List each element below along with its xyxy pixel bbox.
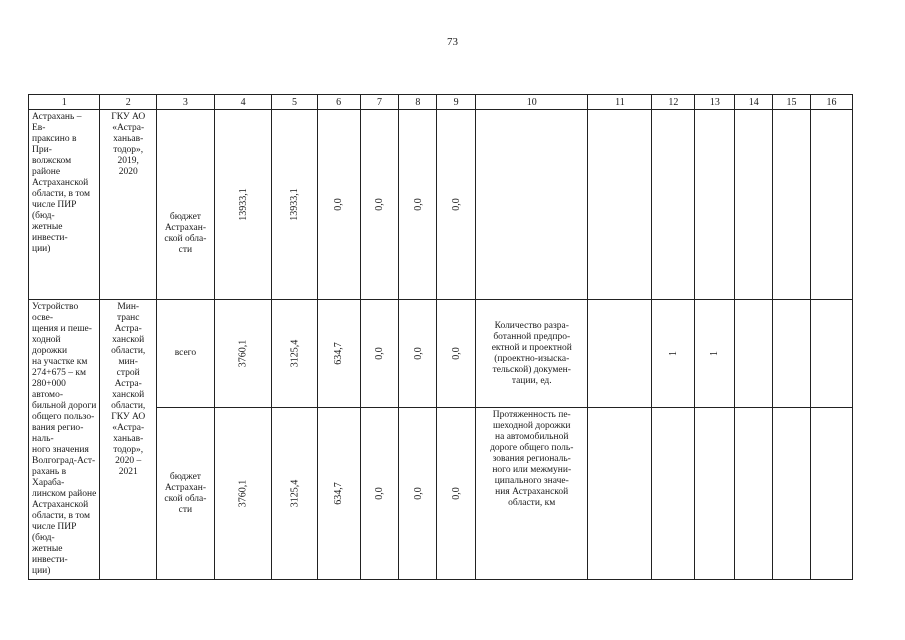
col-header: 4 [214,95,272,110]
value-col4: 13933,1 [237,187,249,221]
object-name: Астрахань – Ев- праксино в При- волжском районе Астраханской области, в том числе ПИР (бюд- жетные инвести- ции) [29,110,100,300]
value-col8: 0,0 [412,486,424,500]
funding-source: бюджет Астрахан- ской обла- сти [157,110,215,300]
responsible-org: ГКУ АО «Астра- ханьав- тодор», 2019, 2020 [100,110,157,300]
empty-cell [810,300,852,408]
col-header: 15 [773,95,811,110]
indicator-text: Протяженность пе- шеходной дорожки на автомобильной дороге общего поль- зования региональ- ного или межмуни- ципального значе- ния Астраханской области, км [476,408,588,580]
empty-cell [773,300,811,408]
table-row [29,110,853,300]
table-row [29,300,853,408]
col-header: 10 [476,95,588,110]
value-col4: 3760,1 [237,339,249,367]
value-col9: 0,0 [450,486,462,500]
col-header: 2 [100,95,157,110]
value-col7: 0,0 [374,197,386,211]
value-col5: 3125,4 [289,479,301,507]
empty-cell [810,408,852,580]
value-col5: 3125,4 [289,339,301,367]
col-header: 12 [652,95,695,110]
empty-cell [773,408,811,580]
value-col8: 0,0 [412,197,424,211]
col-header: 16 [810,95,852,110]
value-col6: 0,0 [333,197,345,211]
empty-cell [735,110,773,300]
value-col7: 0,0 [374,486,386,500]
empty-cell [735,408,773,580]
indicator-text: Количество разра- ботанной предпро- ектной и проектной (проектно-изыска- тельской) докумен- тации, ед. [476,300,588,408]
empty-cell [773,110,811,300]
value-col9: 0,0 [450,197,462,211]
responsible-org: Мин- транс Астра- ханской области, мин- строй Астра- ханской области, ГКУ АО «Астра- ханьав- тодор», 2020 – 2021 [100,300,157,580]
empty-cell [810,110,852,300]
value-col5: 13933,1 [289,187,301,221]
col-header: 5 [272,95,317,110]
col-header: 8 [399,95,437,110]
header-row [29,95,853,110]
value-col7: 0,0 [374,346,386,360]
object-name: Устройство осве- щения и пеше- ходной дорожки на участке км 274+675 – км 280+000 автомо- бильной дороги общего пользо- вания региональ- ного значения Волгоград-Аст- рахань в Хараба- линском районе Астраханской области, в том числе ПИР (бюд- жетные инвести- ции) [29,300,100,580]
col-header: 11 [588,95,652,110]
value-col6: 634,7 [333,341,345,365]
value-col13: 1 [709,350,721,356]
empty-cell [735,300,773,408]
col-header: 6 [317,95,360,110]
col-header: 3 [157,95,215,110]
value-col8: 0,0 [412,346,424,360]
value-col12: 1 [667,350,679,356]
col-header: 14 [735,95,773,110]
col-header: 7 [360,95,399,110]
funding-source: всего [157,300,215,408]
indicator-text [476,110,588,300]
col-header: 13 [695,95,735,110]
empty-cell [588,408,652,580]
col-header: 9 [437,95,476,110]
funding-source: бюджет Астрахан- ской обла- сти [157,408,215,580]
budget-table [28,94,853,580]
value-col4: 3760,1 [237,479,249,507]
value-col6: 634,7 [333,481,345,505]
value-col9: 0,0 [450,346,462,360]
page-number: 73 [447,36,458,48]
col-header: 1 [29,95,100,110]
empty-cell [588,110,652,300]
empty-cell [588,300,652,408]
